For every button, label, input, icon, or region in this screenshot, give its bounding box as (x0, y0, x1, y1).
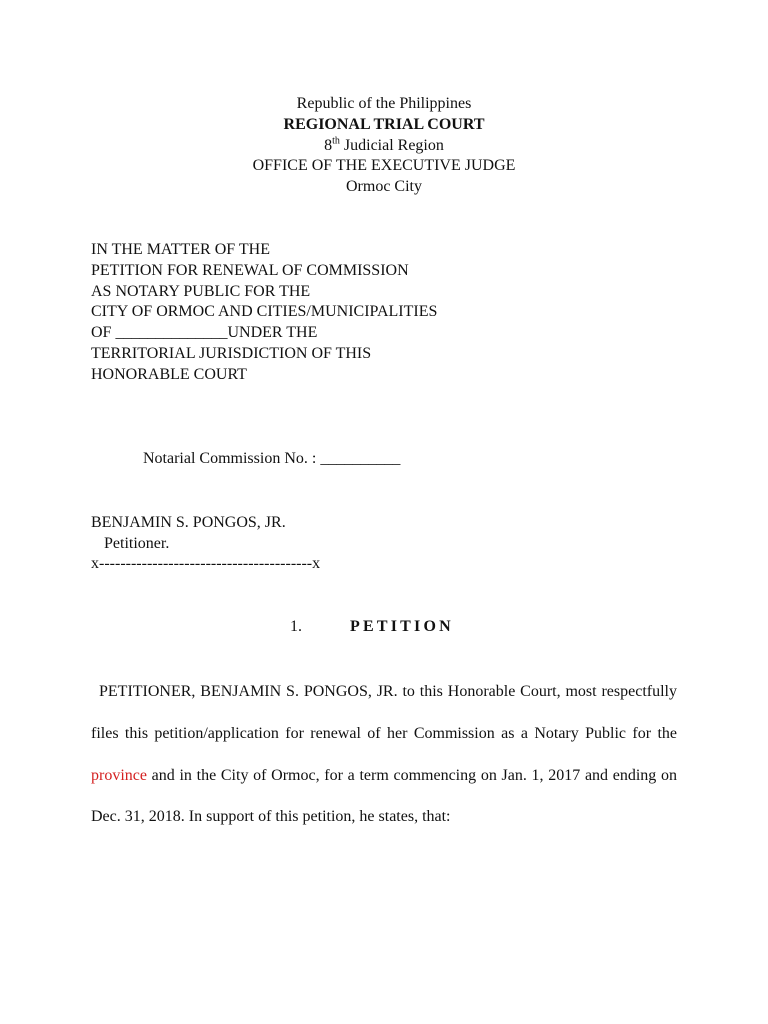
petitioner-name: BENJAMIN S. PONGOS, JR. (91, 514, 286, 531)
case-caption (91, 240, 437, 386)
caption-line: IN THE MATTER OF THE (91, 241, 270, 258)
highlighted-word: province (91, 766, 147, 784)
paragraph-text-end: and in the City of Ormoc, for a term commencing on Jan. 1, 2017 and ending on Dec. 31, 2018. In support of this petition, he states, that: (91, 766, 677, 826)
section-number: 1. (290, 618, 302, 635)
region-number: 8 (324, 136, 333, 154)
section-title: PETITION (350, 618, 454, 635)
petition-paragraph (91, 671, 677, 838)
petitioner-label: Petitioner. (104, 535, 170, 552)
caption-line: TERRITORIAL JURISDICTION OF THIS (91, 344, 372, 362)
court-name: REGIONAL TRIAL COURT (283, 115, 485, 133)
region-line (0, 136, 768, 157)
caption-line: OF ______________UNDER THE (91, 324, 318, 342)
region-text: Judicial Region (339, 136, 444, 154)
country-line: Republic of the Philippines (296, 95, 472, 112)
paragraph-text-start: PETITIONER, BENJAMIN S. PONGOS, JR. to this Honorable Court, most respectfully files this petition/application for renewal of her Commission as a Notary Public for the (91, 683, 677, 742)
section-heading (290, 618, 454, 636)
caption-line: PETITION FOR RENEWAL OF COMMISSION (91, 261, 409, 279)
caption-line: AS NOTARY PUBLIC FOR THE (91, 282, 311, 300)
commission-number: Notarial Commission No. : __________ (143, 450, 401, 467)
caption-line: CITY OF ORMOC AND CITIES/MUNICIPALITIES (91, 303, 438, 321)
court-header (0, 94, 768, 198)
city-line: Ormoc City (346, 178, 422, 196)
office-line: OFFICE OF THE EXECUTIVE JUDGE (252, 157, 516, 175)
region-suffix: th (332, 135, 340, 147)
caption-divider: x----------------------------------------x (91, 555, 321, 572)
caption-line: HONORABLE COURT (91, 365, 247, 383)
